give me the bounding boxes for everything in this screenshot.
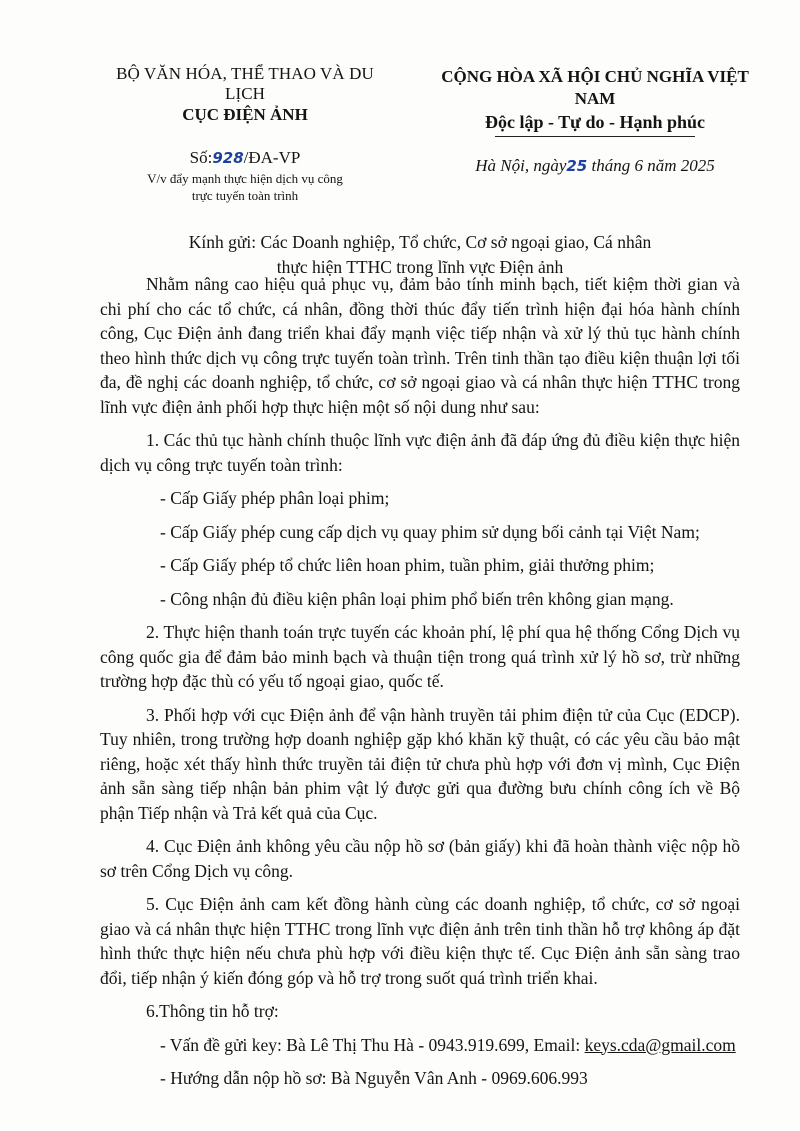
procedure-bullet-1: - Cấp Giấy phép phân loại phim; [160,488,390,508]
issuing-authority-block [95,64,395,204]
recipient-line-2: thực hiện TTHC trong lĩnh vực Điện ảnh [276,257,564,277]
national-motto: Độc lập - Tự do - Hạnh phúc [484,112,706,132]
contact-email-link[interactable]: keys.cda@gmail.com [584,1034,736,1055]
date-suffix: tháng 6 năm 2025 [591,156,715,175]
contact-keys-text: - Vấn đề gửi key: Bà Lê Thị Thu Hà - 0943.919.699, Email: [160,1034,585,1055]
national-header-block [430,66,760,177]
doc-number-prefix: Số: [189,148,213,167]
doc-number-suffix: /ĐA-VP [243,148,301,167]
item-2-paragraph: 2. Thực hiện thanh toán trực tuyến các khoản phí, lệ phí qua hệ thống Cổng Dịch vụ công quốc gia để đảm bảo minh bạch và thuận tiện trong quá trình xử lý hồ sơ, trừ những trường hợp đặc thù có yếu tố ngoại giao, quốc tế. [100,622,740,691]
item-5-paragraph: 5. Cục Điện ảnh cam kết đồng hành cùng các doanh nghiệp, tổ chức, cơ sở ngoại giao và cá nhân thực hiện TTHC trong lĩnh vực điện ảnh trên tinh thần hỗ trợ không áp đặt hình thức thực hiện nếu chưa phù hợp với điều kiện thực tế. Cục Điện ảnh sẵn sàng trao đổi, tiếp nhận ý kiến đóng góp và hỗ trợ trong suốt quá trình triển khai. [100,894,740,988]
subject-line-2: trực tuyến toàn trình [191,188,299,203]
item-4-paragraph: 4. Cục Điện ảnh không yêu cầu nộp hồ sơ (bản giấy) khi đã hoàn thành việc nộp hồ sơ trên Cổng Dịch vụ công. [100,836,740,881]
procedure-bullet-3: - Cấp Giấy phép tổ chức liên hoan phim, tuần phim, giải thưởng phim; [160,555,655,575]
subject-line-1: V/v đẩy mạnh thực hiện dịch vụ công [147,171,343,186]
document-body [100,272,740,1091]
agency-name: CỤC ĐIỆN ẢNH [182,105,308,124]
intro-paragraph: Nhằm nâng cao hiệu quả phục vụ, đảm bảo tính minh bạch, tiết kiệm thời gian và chi phí cho các tổ chức, cá nhân, đồng thời thúc đẩy tiến trình hiện đại hóa hành chính công, Cục Điện ảnh đang triển khai đẩy mạnh việc tiếp nhận và xử lý thủ tục hành chính theo hình thức dịch vụ công trực tuyến toàn trình. Trên tinh thần tạo điều kiện thuận lợi tối đa, đề nghị các doanh nghiệp, tổ chức, cơ sở ngoại giao và cá nhân thực hiện TTHC trong lĩnh vực điện ảnh phối hợp thực hiện một số nội dung như sau: [100,274,740,417]
document-number [95,148,395,168]
nation-name: CỘNG HÒA XÃ HỘI CHỦ NGHĨA VIỆT NAM [441,67,749,108]
procedure-bullet-4: - Công nhận đủ điều kiện phân loại phim phổ biến trên không gian mạng. [160,588,674,609]
recipient-line-1: Kính gửi: Các Doanh nghiệp, Tổ chức, Cơ sở ngoại giao, Cá nhân [188,232,652,252]
doc-number-handwritten: 928 [212,149,244,167]
date-line [430,155,760,177]
item-1-paragraph: 1. Các thủ tục hành chính thuộc lĩnh vực điện ảnh đã đáp ứng đủ điều kiện thực hiện dịch vụ công trực tuyến toàn trình: [100,430,740,475]
ministry-name: BỘ VĂN HÓA, THỂ THAO VÀ DU LỊCH [116,64,374,103]
date-prefix: Hà Nội, ngày [475,156,567,175]
motto-underline [495,136,695,137]
item-6-heading: 6.Thông tin hỗ trợ: [146,1001,279,1021]
date-day-handwritten: 25 [566,157,588,175]
item-3-paragraph: 3. Phối hợp với cục Điện ảnh để vận hành truyền tải phim điện tử của Cục (EDCP). Tuy nhiên, trong trường hợp doanh nghiệp gặp khó khăn kỹ thuật, có các yêu cầu bảo mật riêng, hoặc xét thấy hình thức truyền tải điện tử chưa phù hợp với đơn vị mình, Cục Điện ảnh sẵn sàng tiếp nhận bản phim vật lý được gửi qua đường bưu chính công ích về Bộ phận Tiếp nhận và Trả kết quả của Cục. [100,704,740,823]
contact-submission-guide: - Hướng dẫn nộp hồ sơ: Bà Nguyễn Vân Anh - 0969.606.993 [160,1068,588,1088]
procedure-bullet-2: - Cấp Giấy phép cung cấp dịch vụ quay phim sử dụng bối cảnh tại Việt Nam; [160,521,700,542]
contact-keys [100,1033,740,1058]
